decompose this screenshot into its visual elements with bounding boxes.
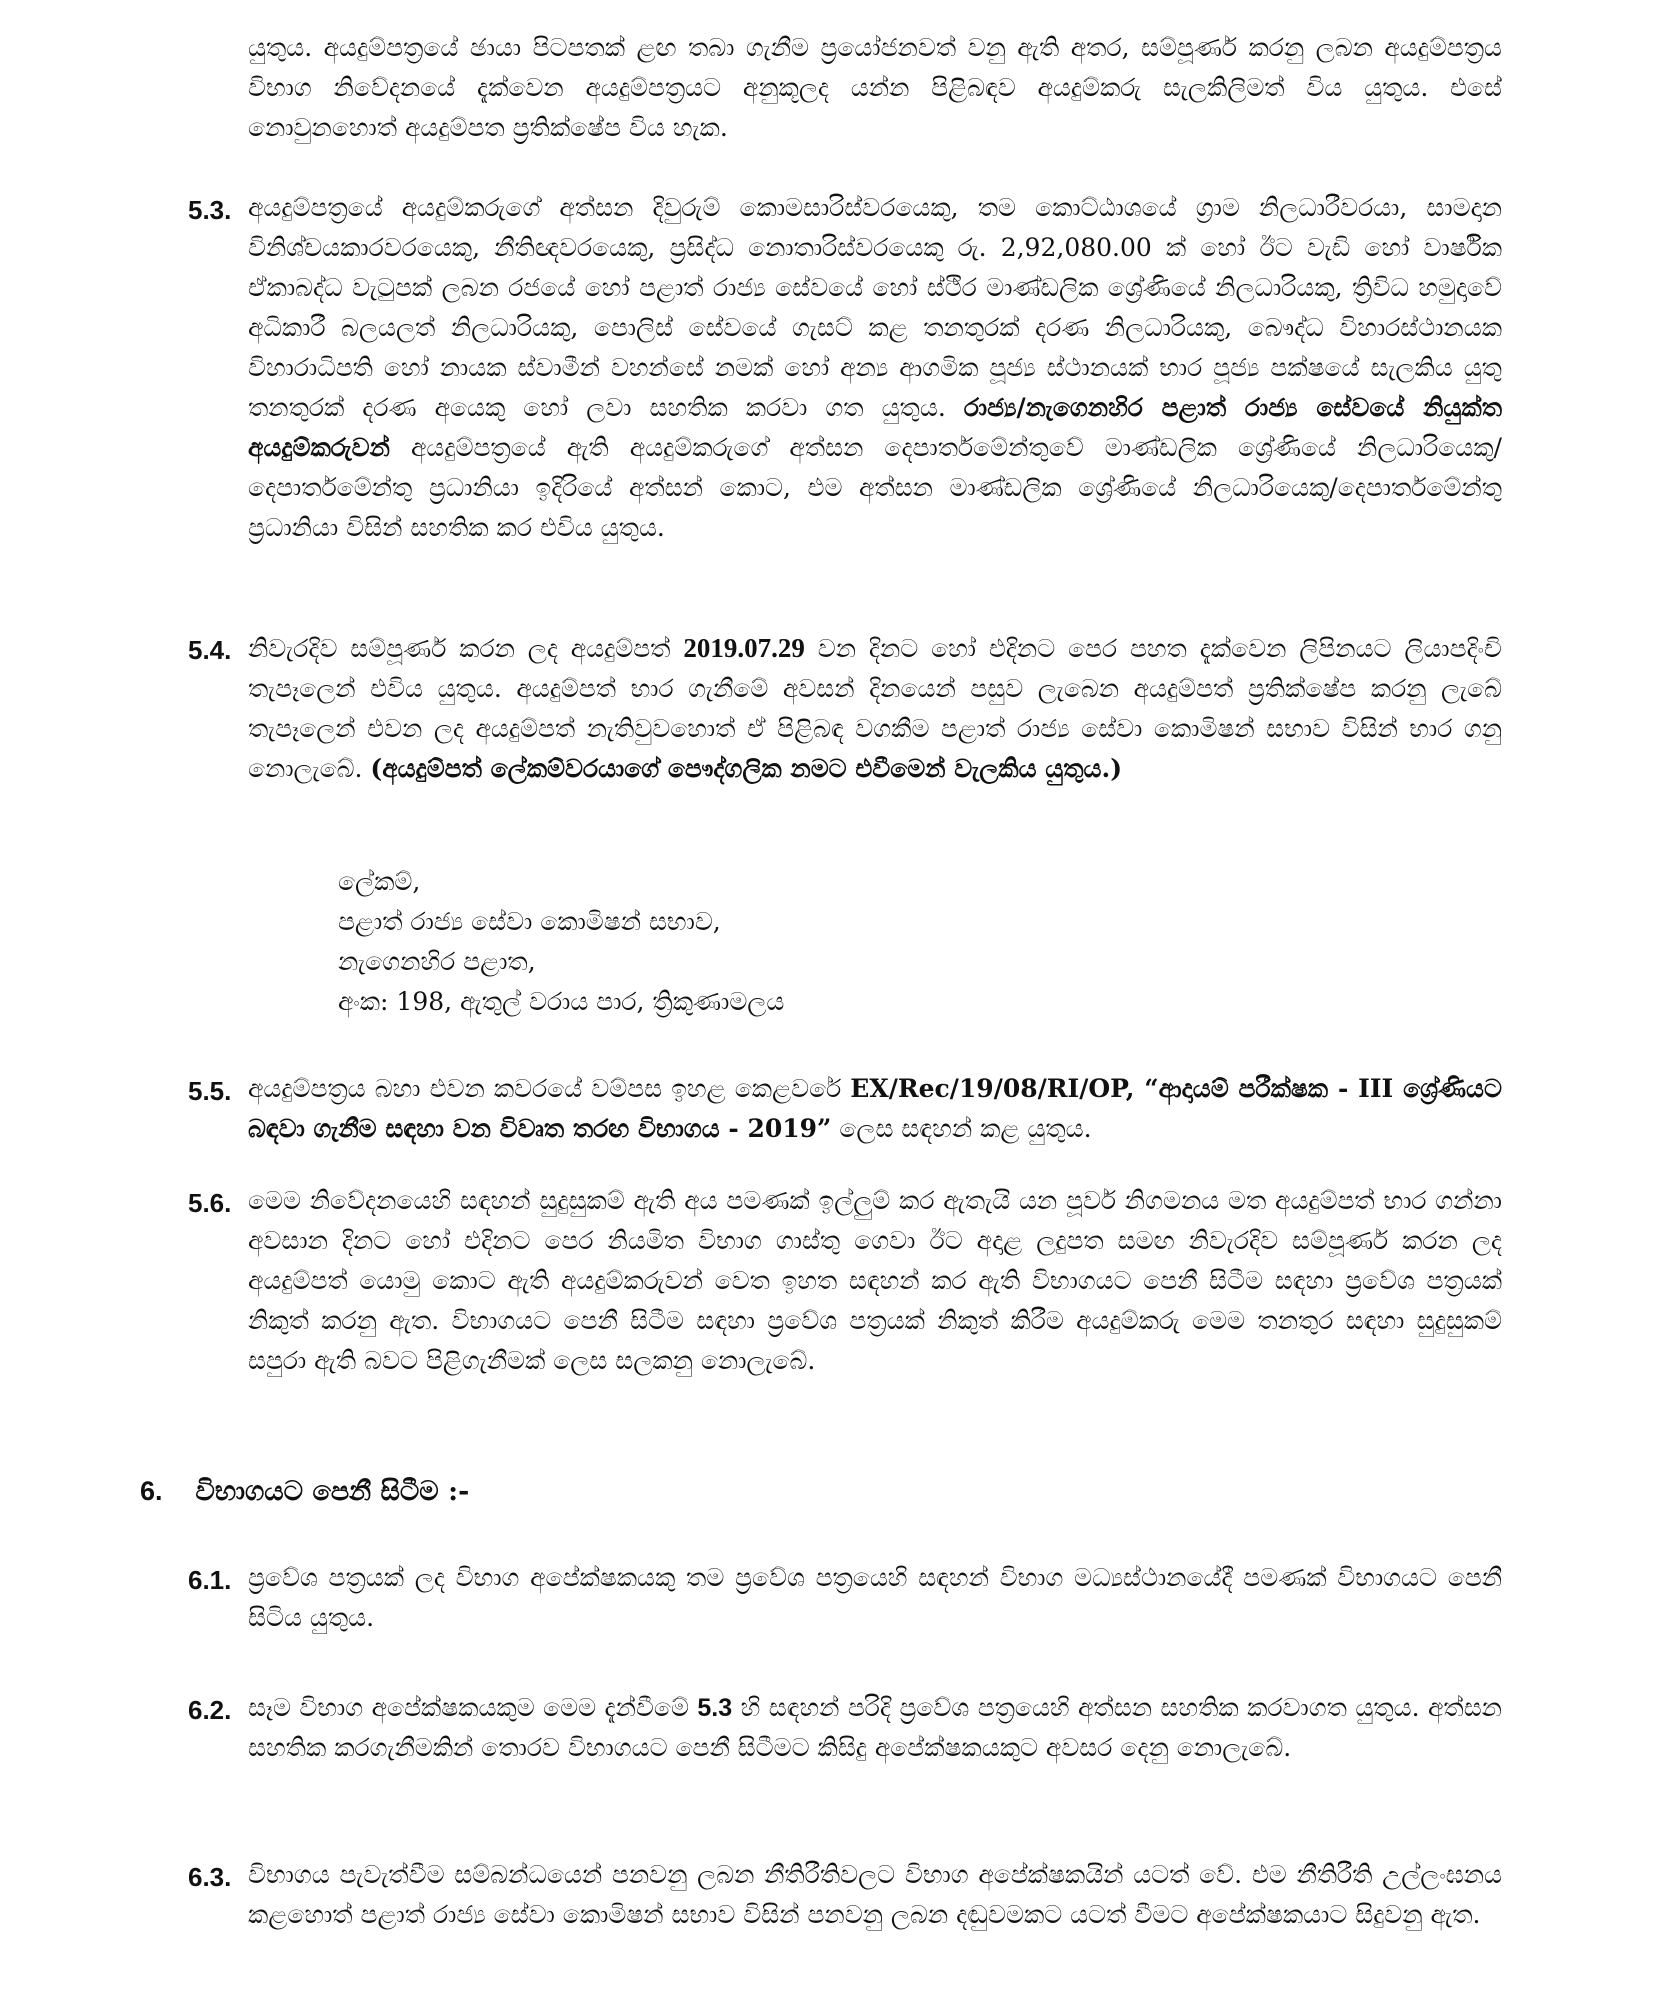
section-5-5-paragraph — [248, 1069, 1502, 1149]
section-6-number: 6. — [140, 1476, 163, 1506]
section-5-6-text: මෙම නිවේදනයෙහි සඳහන් සුදුසුකම් ඇති අය පමණක් ඉල්ලුම් කර ඇතැයි යන පූර්ව නිගමනය මත අයදුම්පත් භාර ගන්නා අවසාන දිනට හෝ එදිනට පෙර නියමිත විභාග ගාස්තු ගෙවා ඊට අදාළ ලදුපත සමඟ නිවැරදිව සම්පූර්ණ කරන ලද අයදුම්පත් යොමු කොට ඇති අයදුම්කරුවන් වෙත ඉහත සඳහන් කර ඇති විභාගයට පෙනී සිටීම සඳහා ප්‍රවේශ පත්‍රයක් නිකුත් කරනු ඇත. විභාගයට පෙනී සිටීම සඳහා ප්‍රවේශ පත්‍රයක් නිකුත් කිරීම අයදුම්කරු මෙම තනතුර සඳහා සුදුසුකම් සපුරා ඇති බවට පිළිගැනීමක් ලෙස සලකනු නොලැබේ. — [248, 1186, 1502, 1375]
address-block — [338, 862, 784, 1022]
section-number-5-6: 5.6. — [188, 1188, 232, 1218]
section-5-3-text-bold: රාජ්‍ය/නැගෙනහිර පළාත් රාජ්‍ය සේවයේ නියුක්ත අයදුම්කරුවන් — [248, 393, 1502, 462]
section-5-3-text-a: අයදුම්පත්‍රයේ අයදුම්කරුගේ අත්සන දිවුරුම් කොමසාරිස්වරයෙකු, තම කොට්ඨාශයේ ග්‍රාම නිලධාරීවරයා, සාමදාන විනිශ්චයකාරවරයෙකු, නීතිඥවරයෙකු, ප්‍රසිද්ධ නොතාරිස්වරයෙකු රු. 2,92,080.00 ක් හෝ ඊට වැඩි හෝ වාර්ෂික ඒකාබද්ධ වැටුපක් ලබන රජයේ හෝ පළාත් රාජ්‍ය සේවයේ හෝ ස්ථිර මාණ්ඩලික ශ්‍රේණියේ නිලධාරියකු, ත්‍රිවිධ හමුදාවේ අධිකාරී බලයලත් නිලධාරියකු, පොලිස් සේවයේ ගැසට් කළ තනතුරක් දරණ නිලධාරියකු, බෞද්ධ විහාරස්ථානයක විහාරාධිපති හෝ නායක ස්වාමීන් වහන්සේ නමක් හෝ අන්‍ය ආගමික පූජ්‍ය ස්ථානයක් භාර පූජ්‍ය පක්ෂයේ සැලකිය යුතු තනතුරක් දරණ අයෙකු හෝ ලවා සහතික කරවා ගත යුතුය. — [248, 193, 1502, 422]
section-5-4-text-a: නිවැරදිව සම්පූර්ණ කරන ලද අයදුම්පත් — [248, 634, 671, 663]
address-line-3: නැගෙනහිර පළාත, — [338, 947, 536, 976]
section-number-6-1: 6.1. — [188, 1565, 232, 1595]
section-6-2-text-b: හි සඳහන් පරිදි ප්‍රවේශ පත්‍රයෙහි අත්සන සහතික කරවාගත යුතුය. අත්සන සහතික කරගැනීමකින් තොරව විභාගයට පෙනී සිටීමට කිසිදු අපේක්ෂකයකුට අවසර දෙනු නොලැබේ. — [248, 1693, 1502, 1762]
section-5-4-date: 2019.07.29 — [683, 633, 805, 663]
section-number-5-5: 5.5. — [188, 1076, 232, 1106]
section-5-4-paragraph — [248, 628, 1502, 789]
section-5-4-text-b: වන දිනට හෝ එදිනට පෙර පහත දැක්වෙන ලිපිනයට ලියාපදිංචි තැපෑලෙන් එවිය යුතුය. අයදුම්පත් භාර ගැනීමේ අවසන් දිනයෙන් පසුව ලැබෙන අයදුම්පත් ප්‍රතික්ෂේප කරනු ලැබේ තැපෑලෙන් එවන ලද අයදුම්පත් නැතිවුවහොත් ඒ පිළිබඳ වගකීම පළාත් රාජ්‍ය සේවා කොමිෂන් සභාව විසින් භාර ගනු නොලැබේ. — [248, 634, 1502, 783]
intro-text: යුතුය. අයදුම්පත්‍රයේ ඡායා පිටපතක් ළඟ තබා ගැනීම ප්‍රයෝජනවත් වනු ඇති අතර, සම්පූර්ණ කරනු ලබන අයදුම්පත්‍රය විභාග නිවේදනයේ දැක්වෙන අයදුම්පත්‍රයට අනුකූලද යන්න පිළිබඳව අයදුම්කරු සැලකිලිමත් විය යුතුය. එසේ නොවුනහොත් අයදුම්පත ප්‍රතික්ෂේප විය හැක. — [248, 33, 1502, 142]
section-5-5-text-b: ලෙස සඳහන් කළ යුතුය. — [839, 1114, 1092, 1143]
section-6-title: විභාගයට පෙනී සිටීම :- — [195, 1476, 470, 1507]
section-6-2-ref: 5.3 — [697, 1694, 733, 1722]
section-5-3-text-b: අයදුම්පත්‍රයේ ඇති අයදුම්කරුගේ අත්සන දෙපාර්තමේන්තුවේ මාණ්ඩලික ශ්‍රේණියේ නිලධාරියෙකු/දෙපාර්තමේන්තු ප්‍රධානියා ඉදිරියේ අත්සන් කොට, එම අත්සන මාණ්ඩලික ශ්‍රේණියේ නිලධාරියෙකු/දෙපාර්තමේන්තු ප්‍රධානියා විසින් සහතික කර එවිය යුතුය. — [248, 433, 1502, 542]
address-line-2: පළාත් රාජ්‍ය සේවා කොමිෂන් සභාව, — [338, 907, 721, 936]
section-5-6-paragraph — [248, 1181, 1502, 1381]
section-6-3-text: විභාගය පැවැත්වීම සම්බන්ධයෙන් පනවනු ලබන නීතිරීතිවලට විභාග අපේක්ෂකයින් යටත් වේ. එම නීතිරීති උල්ලංඝනය කළහොත් පළාත් රාජ්‍ය සේවා කොමිෂන් සභාව විසින් පනවනු ලබන දඬුවමකට යටත් වීමට අපේක්ෂකයාට සිදුවනු ඇත. — [248, 1860, 1502, 1929]
address-line-1: ලේකම්, — [338, 867, 421, 896]
intro-paragraph — [248, 28, 1502, 148]
section-6-2-text-a: සෑම විභාග අපේක්ෂකයකුම මෙම දැන්වීමේ — [248, 1693, 689, 1722]
section-number-5-3: 5.3. — [188, 195, 232, 225]
section-6-1-text: ප්‍රවේශ පත්‍රයක් ලද විභාග අපේක්ෂකයකු තම ප්‍රවේශ පත්‍රයෙහි සඳහන් විභාග මධ්‍යස්ථානයේදී පමණක් විභාගයට පෙනී සිටිය යුතුය. — [248, 1563, 1502, 1632]
section-number-6-2: 6.2. — [188, 1695, 232, 1725]
section-5-5-text-bold: EX/Rec/19/08/RI/OP, “ආදායම් පරීක්ෂක - III ශ්‍රේණියට බඳවා ගැනීම සඳහා වන විවෘත තරඟ විභාගය - 2019” — [248, 1074, 1502, 1143]
section-5-5-text-a: අයදුම්පත්‍රය බහා එවන කවරයේ වම්පස ඉහළ කෙළවරේ — [248, 1074, 842, 1103]
section-6-1-paragraph — [248, 1558, 1502, 1638]
address-line-4: අංක: 198, ඇතුල් වරාය පාර, ත්‍රිකුණාමලය — [338, 987, 785, 1016]
section-6-heading — [140, 1476, 469, 1508]
section-6-3-paragraph — [248, 1855, 1502, 1935]
section-number-5-4: 5.4. — [188, 635, 232, 665]
section-5-3-paragraph — [248, 188, 1502, 548]
section-5-4-text-bold: (අයදුම්පත් ලේකම්වරයාගේ පෞද්ගලික නමට එවීමෙන් වැලකිය යුතුය.) — [370, 754, 1123, 783]
section-6-2-paragraph — [248, 1688, 1502, 1768]
section-number-6-3: 6.3. — [188, 1862, 232, 1892]
